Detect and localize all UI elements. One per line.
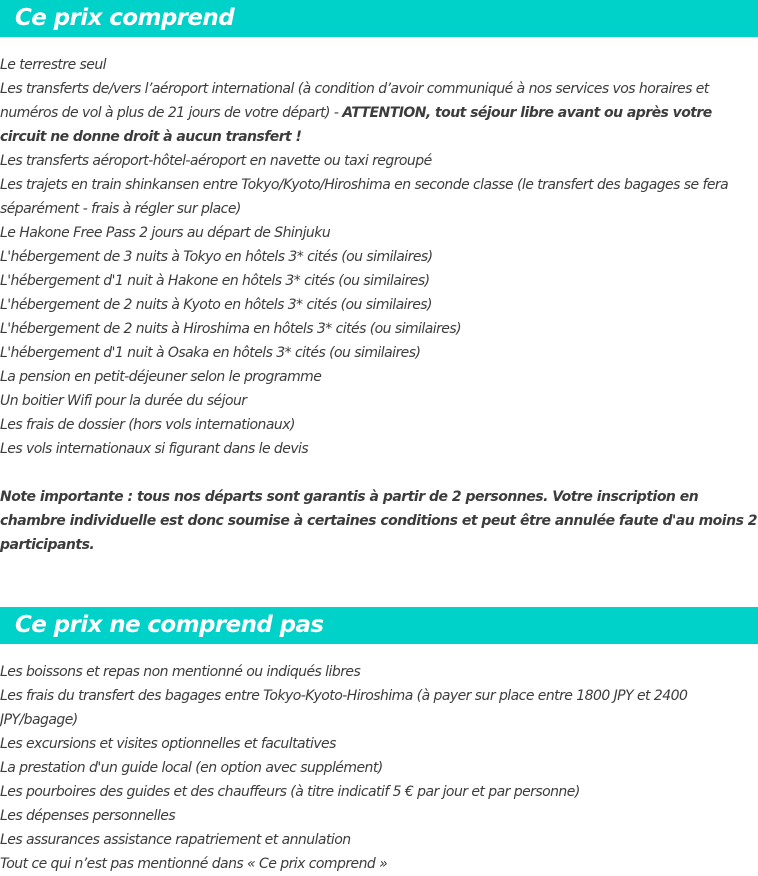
list-item: L'hébergement d'1 nuit à Osaka en hôtels 3* cités (ou similaires) — [0, 345, 421, 361]
important-note: Note importante : tous nos départs sont garantis à partir de 2 personnes. Votre inscription en chambre individuelle est donc soumise à certaines conditions et peut être annulée faute d'au moins 2 participants. — [0, 489, 758, 553]
included-list — [0, 53, 758, 461]
list-item: Les excursions et visites optionnelles et facultatives — [0, 736, 336, 752]
list-item: L'hébergement d'1 nuit à Hakone en hôtels 3* cités (ou similaires) — [0, 273, 430, 289]
excluded-title: Ce prix ne comprend pas — [0, 607, 758, 644]
list-item-text: Les transferts de/vers l’aéroport international (à condition d’avoir communiqué à nos services vos horaires et numéros de vol à plus de 21 jours de votre départ) - — [0, 81, 709, 121]
list-item: Les frais de dossier (hors vols internationaux) — [0, 417, 295, 433]
included-title: Ce prix comprend — [0, 0, 758, 37]
list-item: Le terrestre seul — [0, 57, 107, 73]
list-item: Un boitier Wifi pour la durée du séjour — [0, 393, 247, 409]
list-item: La prestation d'un guide local (en option avec supplément) — [0, 760, 383, 776]
list-item: L'hébergement de 2 nuits à Kyoto en hôtels 3* cités (ou similaires) — [0, 297, 432, 313]
list-item: Tout ce qui n’est pas mentionné dans « Ce prix comprend » — [0, 856, 388, 872]
attention-warning: ATTENTION, tout séjour libre avant ou après votre circuit ne donne droit à aucun transfert ! — [0, 105, 712, 145]
list-item: Les transferts aéroport-hôtel-aéroport en navette ou taxi regroupé — [0, 153, 432, 169]
list-item — [0, 77, 758, 149]
list-item: Les assurances assistance rapatriement et annulation — [0, 832, 351, 848]
list-item: Les frais du transfert des bagages entre Tokyo-Kyoto-Hiroshima (à payer sur place entre 1800 JPY et 2400 JPY/bagage) — [0, 688, 688, 728]
list-item: Les dépenses personnelles — [0, 808, 176, 824]
list-item: La pension en petit-déjeuner selon le programme — [0, 369, 322, 385]
list-item: Les vols internationaux si figurant dans le devis — [0, 441, 309, 457]
list-item: Les pourboires des guides et des chauffeurs (à titre indicatif 5 € par jour et par personne) — [0, 784, 580, 800]
list-item: Les boissons et repas non mentionné ou indiqués libres — [0, 664, 361, 680]
list-item: Les trajets en train shinkansen entre Tokyo/Kyoto/Hiroshima en seconde classe (le transfert des bagages se fera séparément - frais à régler sur place) — [0, 177, 729, 217]
list-item: L'hébergement de 2 nuits à Hiroshima en hôtels 3* cités (ou similaires) — [0, 321, 462, 337]
list-item: Le Hakone Free Pass 2 jours au départ de Shinjuku — [0, 225, 331, 241]
list-item: L'hébergement de 3 nuits à Tokyo en hôtels 3* cités (ou similaires) — [0, 249, 433, 265]
excluded-section — [0, 607, 758, 876]
